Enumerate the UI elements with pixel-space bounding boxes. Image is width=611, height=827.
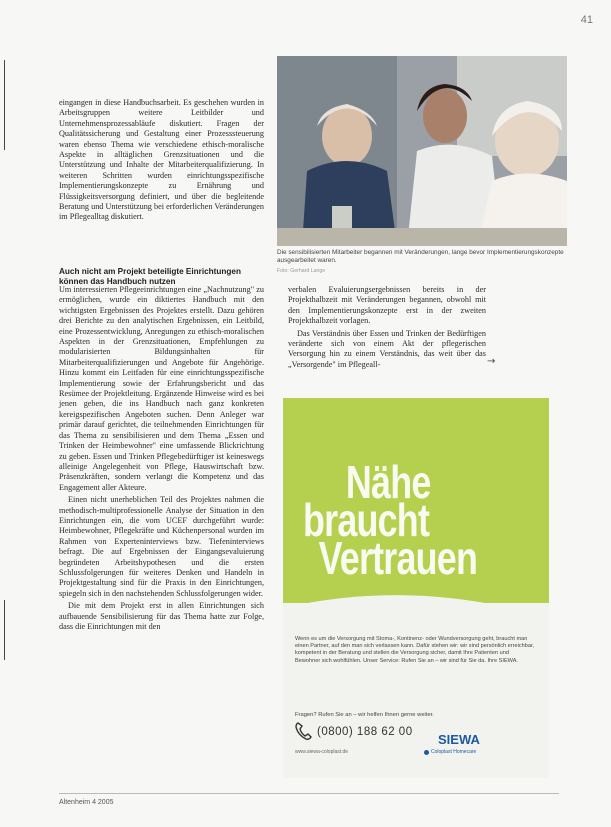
article-paragraph: Das Verständnis über Essen und Trinken der Bedürftigen veränderte sich von einem Akt der pflegerischen Versorgung hin zu einem Verständnis, das weit über das „Versorgende" im Pflegeall- bbox=[288, 328, 486, 369]
article-column-left bbox=[59, 285, 264, 634]
article-column-right bbox=[288, 285, 486, 372]
ad-contact-label: Fragen? Rufen Sie an – wir helfen Ihnen gerne weiter. bbox=[295, 712, 434, 718]
article-subheading: Auch nicht am Projekt beteiligte Einrichtungen können das Handbuch nutzen bbox=[59, 267, 241, 287]
advertisement[interactable] bbox=[283, 398, 549, 778]
article-paragraph: Einen nicht unerheblichen Teil des Projektes nahmen die methodisch-multiprofessionelle Analyse der Situation in den Einrichtungen ein, die vom UCEF durchgeführt wurde: Heimbewohner, Pflegekräfte und Küchenpersonal wurden im Rahmen von Experteninterviews bzw. Tiefeninterviews befragt. Die auf Ergebnissen der Eingangsevaluierung begründeten Arbeitshypothesen und die ersten Schlussfolgerungen für weiteres Denken und Handeln in Projektgestaltung sind für die Praxis in den Einrichtungen, spiegeln sich in den nachstehenden Schlussfolgerungen wider. bbox=[59, 495, 264, 598]
photo-illustration bbox=[277, 56, 567, 246]
page-binding-mark bbox=[4, 60, 5, 150]
ad-headline-line: Vertrauen bbox=[318, 532, 478, 584]
photo-credit: Foto: Gerhard Lange bbox=[277, 268, 326, 274]
article-column-top bbox=[59, 98, 264, 225]
page-footer: Altenheim 4 2005 bbox=[59, 799, 114, 806]
continue-arrow-icon: → bbox=[487, 356, 496, 367]
siewa-logo-subtitle: Coloplast Homecare bbox=[431, 749, 477, 755]
article-paragraph: Um interessierten Pflegeeinrichtungen eine „Nachnutzung" zu ermöglichen, wurde ein diktiertes Handbuch mit den wichtigsten Ergebnissen des Projektes erstellt. Dazu gehören drei Berichte zu den analytischen Ergebnissen, ein Leitbild, eine Prozessentwicklung, Anregungen zu ethisch-moralischen Aspekten in der Grenzsituationen, Empfehlungen zu modularisierten Bildungsinhalten für Mitarbeiterqualifizierungen und Angebote für Angehörige. Hinzu kommt ein Leitfaden für eine einrichtungsspezifische Implementierung sowie der Erfahrungsbericht und das Resümee der Projektleitung. Ergänzende Hinweise wird es bei jenen geben, die ins Handbuch nach ganz konkreten kereigspezifischen Angeboten suchen. Denn Anleger war primär darauf gerichtet, die teilnehmenden Einrichtungen für das Thema zu sensibilisieren und dem Thema „Essen und Trinken der Heimbewohner" eine umfassende Blickrichtung zu geben. Essen und Trinken Pflegebedürftiger ist keineswegs alleinige Angelegenheit von Pflege, Hauswirtschaft bzw. Präsenzkräften, sondern verlangt die Kompetenz und das Engagement aller Akteure. bbox=[59, 285, 264, 492]
ad-headline bbox=[303, 456, 498, 584]
article-paragraph: Die mit dem Projekt erst in allen Einrichtungen sich aufbauende Sensibilisierung für das Thema hatte zur Folge, dass die Einrichtungen mit den bbox=[59, 601, 264, 631]
ad-body-text: Wenn es um die Versorgung mit Stoma-, Kontinenz- oder Wundversorgung geht, braucht man einen Partner, auf den man sich verlassen kann. Dafür stehen wir: wir sind persönlich erreichbar, kompetent in der Beratung und stellen die Versorgung sicher, damit Ihre Patienten und Bewohner sich wohlfühlen. Unser Service: Rufen Sie an – wir sind für Sie da. Ihre SIEWA. bbox=[295, 636, 535, 664]
article-paragraph: verbalen Evaluierungsergebnissen bereits in der Projekthalbzeit mit Veränderungen begannen, obwohl mit den Implementierungskonzepte erst in der zweiten Projekthalbzeit vorlagen. bbox=[288, 285, 486, 326]
coloplast-logo-icon bbox=[424, 750, 429, 755]
ad-headline-line: Nähe bbox=[345, 456, 431, 508]
ad-headline-line: braucht bbox=[303, 494, 430, 546]
siewa-logo: SIEWA bbox=[438, 732, 480, 747]
page-binding-mark bbox=[4, 600, 5, 660]
article-paragraph: eingangen in diese Handbuchsarbeit. Es geschehen wurden in Arbeitsgruppen weitere Leitbilder und Unternehmensprozessabläufe diskutiert. Fragen der Qualitätssicherung und Gestaltung einer Prozesssteuerung waren ebenso Thema wie verschiedene ethisch-moralische Aspekte in alltäglichen Grenzsituationen und die Unterstützung und Inhalte der Mitarbeiterqualifizierung. In weiteren Schritten wurden einrichtungsspezifische Implementierungskonzepte zu Ernährung und Flüssigkeitsversorgung definiert, und über die begleitende Beratung und Unterstützung bei erforderlichen Veränderungen im Pflegealltag diskutiert. bbox=[59, 98, 264, 222]
page-number: 41 bbox=[580, 14, 593, 26]
article-photo bbox=[277, 56, 567, 246]
ad-website-link[interactable]: www.siewa-coloplast.de bbox=[295, 749, 349, 755]
phone-icon bbox=[295, 721, 313, 741]
footer-divider bbox=[59, 793, 559, 794]
ad-phone-number[interactable]: (0800) 188 62 00 bbox=[317, 726, 413, 738]
photo-caption: Die sensibilisierten Mitarbeiter begannen mit Veränderungen, lange bevor Implementierungskonzepte ausgearbeitet waren. bbox=[277, 249, 564, 264]
